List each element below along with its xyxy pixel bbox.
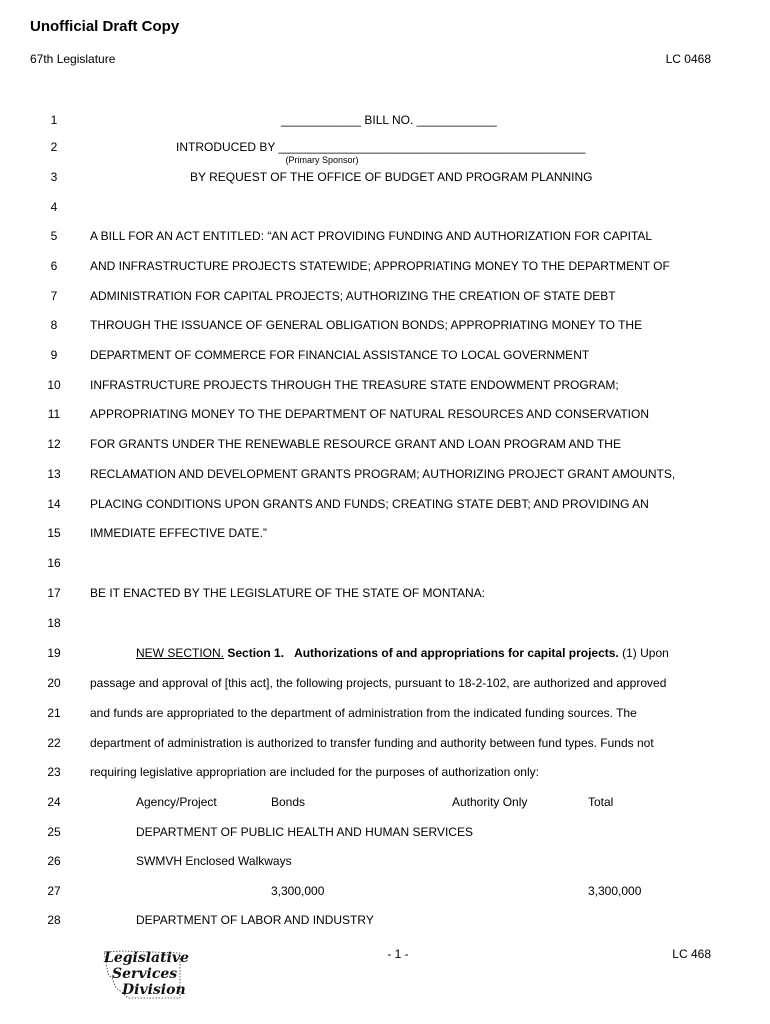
bill-line-27 (0, 884, 770, 904)
bill-line-20 (0, 676, 770, 696)
logo-word-legislative: Legislative (104, 950, 189, 966)
section-heading (136, 646, 669, 660)
bill-line-7 (0, 289, 770, 309)
bill-line-13 (0, 467, 770, 487)
bill-line-14 (0, 497, 770, 517)
column-header-bonds: Bonds (271, 795, 306, 809)
bill-line-3 (0, 170, 770, 190)
bill-line-10 (0, 378, 770, 398)
line-number: 14 (47, 497, 61, 511)
section-text: (1) Upon (622, 646, 669, 660)
line-number: 5 (50, 229, 58, 243)
enacting-clause: BE IT ENACTED BY THE LEGISLATURE OF THE STATE OF MONTANA: (90, 586, 485, 600)
section-text: and funds are appropriated to the department of administration from the indicated funding sources. The (90, 706, 637, 720)
title-text: FOR GRANTS UNDER THE RENEWABLE RESOURCE GRANT AND LOAN PROGRAM AND THE (90, 437, 621, 451)
new-section-label: NEW SECTION. (136, 646, 225, 660)
bill-number-line: ____________ BILL NO. ____________ (281, 113, 497, 127)
title-text: PLACING CONDITIONS UPON GRANTS AND FUNDS; CREATING STATE DEBT; AND PROVIDING AN (90, 497, 649, 511)
logo-word-division: Division (122, 982, 186, 998)
agency-name: DEPARTMENT OF LABOR AND INDUSTRY (136, 913, 374, 927)
introduced-by-line: INTRODUCED BY ______________________________________________ (176, 140, 586, 154)
bill-line-5 (0, 229, 770, 249)
bill-line-22 (0, 736, 770, 756)
line-number: 9 (50, 348, 58, 362)
bonds-amount: 3,300,000 (271, 884, 325, 898)
line-number: 21 (47, 706, 61, 720)
bill-line-26 (0, 854, 770, 874)
line-number: 11 (47, 407, 61, 421)
title-text: RECLAMATION AND DEVELOPMENT GRANTS PROGRAM; AUTHORIZING PROJECT GRANT AMOUNTS, (90, 467, 676, 481)
bill-line-8 (0, 318, 770, 338)
line-number: 26 (47, 854, 61, 868)
title-text: THROUGH THE ISSUANCE OF GENERAL OBLIGATION BONDS; APPROPRIATING MONEY TO THE (90, 318, 643, 332)
column-header-total: Total (588, 795, 614, 809)
line-number: 25 (47, 825, 61, 839)
section-title: Authorizations of and appropriations for capital projects. (294, 646, 619, 660)
bill-line-16 (0, 556, 770, 576)
bill-line-17 (0, 586, 770, 606)
bill-line-28 (0, 913, 770, 933)
line-number: 3 (50, 170, 58, 184)
agency-name: DEPARTMENT OF PUBLIC HEALTH AND HUMAN SERVICES (136, 825, 473, 839)
bill-line-11 (0, 407, 770, 427)
line-number: 12 (47, 437, 61, 451)
line-number: 23 (47, 765, 61, 779)
title-text: IMMEDIATE EFFECTIVE DATE.” (90, 526, 267, 540)
bill-line-1 (0, 113, 770, 133)
bill-line-23 (0, 765, 770, 785)
line-number: 4 (50, 200, 58, 214)
bill-line-24 (0, 795, 770, 815)
line-number: 8 (50, 318, 58, 332)
project-name: SWMVH Enclosed Walkways (136, 854, 292, 868)
legislature-label: 67th Legislature (30, 52, 116, 66)
section-text: department of administration is authorized to transfer funding and authority between fund types. Funds not (90, 736, 654, 750)
line-number: 6 (50, 259, 58, 273)
line-number: 18 (47, 616, 61, 630)
title-text: AND INFRASTRUCTURE PROJECTS STATEWIDE; APPROPRIATING MONEY TO THE DEPARTMENT OF (90, 259, 670, 273)
draft-title: Unofficial Draft Copy (30, 18, 180, 35)
line-number: 24 (47, 795, 61, 809)
line-number: 27 (47, 884, 61, 898)
line-number: 7 (50, 289, 58, 303)
bill-line-12 (0, 437, 770, 457)
line-number: 15 (47, 526, 61, 540)
line-number: 20 (47, 676, 61, 690)
line-number: 10 (47, 378, 61, 392)
bill-line-15 (0, 526, 770, 546)
line-number: 22 (47, 736, 61, 750)
line-number: 1 (50, 113, 58, 127)
bill-line-6 (0, 259, 770, 279)
primary-sponsor-note: (Primary Sponsor) (285, 155, 359, 165)
line-number: 17 (47, 586, 61, 600)
title-text: APPROPRIATING MONEY TO THE DEPARTMENT OF NATURAL RESOURCES AND CONSERVATION (90, 407, 649, 421)
line-number: 13 (47, 467, 61, 481)
line-number: 2 (50, 140, 58, 154)
title-text: ADMINISTRATION FOR CAPITAL PROJECTS; AUTHORIZING THE CREATION OF STATE DEBT (90, 289, 616, 303)
legislative-services-division-logo (98, 948, 188, 1004)
logo-word-services: Services (112, 966, 178, 982)
bill-line-21 (0, 706, 770, 726)
title-text: DEPARTMENT OF COMMERCE FOR FINANCIAL ASSISTANCE TO LOCAL GOVERNMENT (90, 348, 590, 362)
total-amount: 3,300,000 (588, 884, 642, 898)
column-header-agency: Agency/Project (136, 795, 217, 809)
bill-line-4 (0, 200, 770, 220)
page-number: - 1 - (387, 947, 409, 961)
bill-line-18 (0, 616, 770, 636)
line-number: 19 (47, 646, 61, 660)
lc-number-header: LC 0468 (665, 52, 711, 66)
section-text: passage and approval of [this act], the following projects, pursuant to 18-2-102, are authorized and approved (90, 676, 667, 690)
title-text: INFRASTRUCTURE PROJECTS THROUGH THE TREASURE STATE ENDOWMENT PROGRAM; (90, 378, 619, 392)
line-number: 28 (47, 913, 61, 927)
bill-line-19 (0, 646, 770, 666)
by-request-line: BY REQUEST OF THE OFFICE OF BUDGET AND PROGRAM PLANNING (190, 170, 593, 184)
section-number: Section 1. (227, 646, 285, 660)
lc-number-footer: LC 468 (672, 947, 711, 961)
line-number: 16 (47, 556, 61, 570)
column-header-authority: Authority Only (452, 795, 528, 809)
bill-line-9 (0, 348, 770, 368)
bill-line-25 (0, 825, 770, 845)
section-text: requiring legislative appropriation are included for the purposes of authorization only: (90, 765, 539, 779)
title-text: A BILL FOR AN ACT ENTITLED: “AN ACT PROVIDING FUNDING AND AUTHORIZATION FOR CAPITAL (90, 229, 653, 243)
